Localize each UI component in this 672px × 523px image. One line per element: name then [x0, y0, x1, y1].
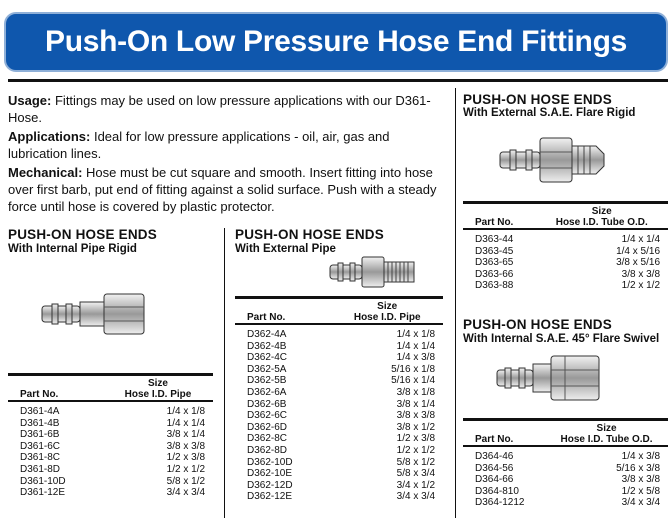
- table-row: [8, 406, 213, 418]
- part-number: D362-12E: [247, 491, 293, 503]
- part-number: D362-5B: [247, 375, 287, 387]
- section1-table: [8, 378, 213, 499]
- part-number: D361-10D: [20, 475, 66, 487]
- size-value: 5/8 x 3/4: [396, 468, 435, 480]
- table-row: [8, 441, 213, 453]
- middle-column-divider: [224, 228, 225, 518]
- part-number: D361-8D: [20, 463, 61, 475]
- size-value: 3/8 x 1/4: [166, 429, 205, 441]
- part-number: D364-56: [475, 462, 514, 474]
- size-value: 1/2 x 1/2: [166, 463, 205, 475]
- table-row: [463, 234, 668, 246]
- table-row: [235, 341, 443, 353]
- page-title: Push-On Low Pressure Hose End Fittings: [44, 25, 627, 58]
- part-number: D362-10E: [247, 468, 293, 480]
- section2-table: [235, 301, 443, 503]
- usage-text: Fittings may be used on low pressure applications with our D361-Hose.: [8, 93, 431, 125]
- section3-rows: [463, 229, 668, 292]
- size-value: 5/16 x 1/8: [391, 363, 435, 375]
- usage-paragraph: [8, 92, 450, 126]
- part-number: D362-4A: [247, 329, 287, 340]
- part-number: D362-10D: [247, 456, 293, 468]
- table-row: [8, 429, 213, 441]
- size-value: 3/8 x 1/8: [396, 386, 435, 398]
- part-number: D363-44: [475, 234, 514, 245]
- table-row: [8, 487, 213, 499]
- part-no-header: Part No.: [20, 389, 59, 400]
- part-number: D363-88: [475, 280, 514, 292]
- part-no-header: Part No.: [475, 217, 514, 228]
- mechanical-paragraph: [8, 164, 450, 215]
- title-banner: [4, 12, 668, 72]
- part-no-header: Part No.: [247, 312, 286, 323]
- table-row: [235, 422, 443, 434]
- part-number: D361-6C: [20, 440, 61, 452]
- size-value: 3/4 x 3/4: [396, 491, 435, 503]
- part-number: D362-6D: [247, 421, 288, 433]
- part-number: D362-6B: [247, 398, 287, 410]
- section1-rows: [8, 401, 213, 499]
- table-row: [235, 480, 443, 492]
- table-row: [463, 246, 668, 258]
- table-row: [235, 387, 443, 399]
- size-value: 3/8 x 1/2: [396, 421, 435, 433]
- size-value: 5/16 x 3/8: [616, 462, 660, 474]
- part-number: D362-6A: [247, 386, 287, 398]
- size-value: 3/8 x 3/8: [621, 268, 660, 280]
- table-row: [8, 476, 213, 488]
- sae-flare-swivel-fitting-icon: [495, 350, 605, 406]
- size-value: 1/4 x 3/8: [396, 352, 435, 364]
- top-divider: [8, 79, 668, 82]
- section2-divider: [235, 296, 443, 299]
- table-row: [235, 433, 443, 445]
- table-row: [235, 457, 443, 469]
- section3-subtitle: With External S.A.E. Flare Rigid: [463, 107, 636, 119]
- size-header-bottom: Hose I.D. Pipe: [353, 312, 421, 323]
- sae-flare-rigid-fitting-icon: [498, 132, 608, 188]
- table-row: [463, 497, 668, 509]
- table-row: [463, 474, 668, 486]
- size-value: 3/4 x 3/4: [621, 497, 660, 509]
- size-value: 3/8 x 3/8: [166, 440, 205, 452]
- section2-title: PUSH-ON HOSE ENDS: [235, 227, 384, 242]
- part-number: D361-12E: [20, 487, 66, 499]
- size-value: 1/2 x 3/8: [166, 452, 205, 464]
- section3-divider: [463, 201, 668, 204]
- table-row: [463, 257, 668, 269]
- intro-text: [8, 92, 450, 217]
- section1-subtitle: With Internal Pipe Rigid: [8, 243, 137, 255]
- table-row: [235, 329, 443, 341]
- part-number: D362-12D: [247, 479, 293, 491]
- section4-table: [463, 423, 668, 509]
- size-header: [545, 423, 668, 446]
- size-header: [103, 378, 213, 401]
- size-header-bottom: Hose I.D. Pipe: [124, 389, 192, 400]
- size-value: 3/8 x 3/8: [396, 410, 435, 422]
- section3-title: PUSH-ON HOSE ENDS: [463, 92, 612, 107]
- size-header-top: Size: [147, 378, 168, 389]
- part-number: D361-4B: [20, 417, 60, 429]
- part-number: D364-46: [475, 451, 514, 462]
- size-header-top: Size: [596, 423, 617, 434]
- size-value: 1/4 x 1/4: [621, 234, 660, 245]
- section4-title: PUSH-ON HOSE ENDS: [463, 317, 612, 332]
- size-value: 1/4 x 1/8: [166, 406, 205, 417]
- table-row: [235, 399, 443, 411]
- table-row: [235, 410, 443, 422]
- table-row: [463, 280, 668, 292]
- size-header-bottom: Hose I.D. Tube O.D.: [555, 217, 648, 228]
- size-header-top: Size: [377, 301, 398, 312]
- size-header: [535, 206, 668, 229]
- size-value: 3/4 x 3/4: [166, 487, 205, 499]
- section1-title: PUSH-ON HOSE ENDS: [8, 227, 157, 242]
- applications-text: Ideal for low pressure applications - oil, air, gas and lubrication lines.: [8, 129, 390, 161]
- applications-paragraph: [8, 128, 450, 162]
- section1-divider: [8, 373, 213, 376]
- size-value: 1/4 x 1/4: [166, 417, 205, 429]
- table-row: [8, 418, 213, 430]
- size-header-bottom: Hose I.D. Tube O.D.: [560, 434, 653, 445]
- size-value: 5/8 x 1/2: [396, 456, 435, 468]
- size-header-top: Size: [591, 206, 612, 217]
- internal-pipe-fitting-icon: [40, 290, 150, 340]
- part-number: D364-810: [475, 485, 519, 497]
- size-value: 1/2 x 1/2: [396, 444, 435, 456]
- size-value: 1/2 x 1/2: [621, 280, 660, 292]
- size-value: 1/2 x 3/8: [396, 433, 435, 445]
- size-header: [331, 301, 443, 324]
- part-number: D363-66: [475, 268, 514, 280]
- table-row: [463, 463, 668, 475]
- part-number: D362-4B: [247, 340, 287, 352]
- table-row: [235, 468, 443, 480]
- size-value: 3/4 x 1/2: [396, 479, 435, 491]
- table-row: [235, 491, 443, 503]
- part-number: D364-1212: [475, 497, 525, 509]
- part-number: D361-8C: [20, 452, 61, 464]
- part-number: D362-5A: [247, 363, 287, 375]
- size-value: 5/8 x 1/2: [166, 475, 205, 487]
- section2-rows: [235, 324, 443, 503]
- part-number: D361-4A: [20, 406, 60, 417]
- part-number: D364-66: [475, 474, 514, 486]
- part-number: D361-6B: [20, 429, 60, 441]
- table-row: [235, 352, 443, 364]
- part-number: D362-4C: [247, 352, 288, 364]
- part-no-header: Part No.: [475, 434, 514, 445]
- table-row: [235, 375, 443, 387]
- size-value: 5/16 x 1/4: [391, 375, 435, 387]
- table-row: [235, 364, 443, 376]
- table-row: [8, 464, 213, 476]
- size-value: 3/8 x 3/8: [621, 474, 660, 486]
- table-row: [463, 269, 668, 281]
- section4-subtitle: With Internal S.A.E. 45° Flare Swivel: [463, 333, 660, 345]
- size-value: 1/4 x 3/8: [621, 451, 660, 462]
- part-number: D362-8C: [247, 433, 288, 445]
- part-number: D362-8D: [247, 444, 288, 456]
- size-value: 1/4 x 1/4: [396, 340, 435, 352]
- usage-label: Usage:: [8, 93, 52, 108]
- size-value: 3/8 x 5/16: [616, 257, 660, 269]
- section4-divider: [463, 418, 668, 421]
- part-number: D363-65: [475, 257, 514, 269]
- section2-subtitle: With External Pipe: [235, 243, 336, 255]
- table-row: [463, 486, 668, 498]
- size-value: 3/8 x 1/4: [396, 398, 435, 410]
- size-value: 1/4 x 1/8: [396, 329, 435, 340]
- section3-table: [463, 206, 668, 292]
- part-number: D363-45: [475, 245, 514, 257]
- right-column-divider: [455, 88, 456, 518]
- part-number: D362-6C: [247, 410, 288, 422]
- external-pipe-fitting-icon: [328, 254, 418, 290]
- mechanical-text: Hose must be cut square and smooth. Insert fitting into hose over first barb, put end of fitting against a solid surface. Push with a steady force until hose is covered by plastic protector.: [8, 165, 437, 214]
- size-value: 1/2 x 5/8: [621, 485, 660, 497]
- size-value: 1/4 x 5/16: [616, 245, 660, 257]
- table-row: [8, 452, 213, 464]
- table-row: [235, 445, 443, 457]
- mechanical-label: Mechanical:: [8, 165, 83, 180]
- table-row: [463, 451, 668, 463]
- section4-rows: [463, 446, 668, 509]
- applications-label: Applications:: [8, 129, 91, 144]
